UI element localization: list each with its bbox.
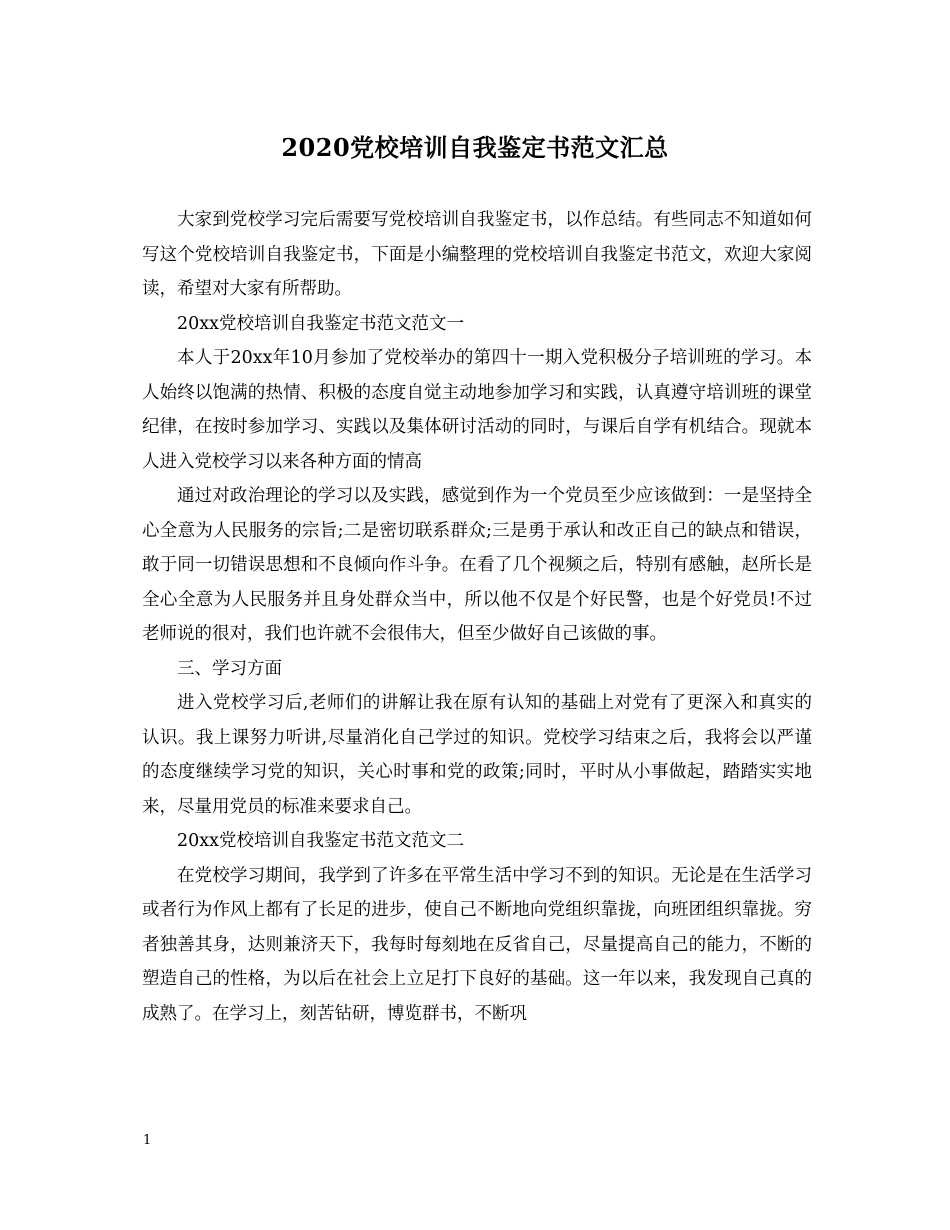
- section-heading-sample-one: 20xx党校培训自我鉴定书范文范文一: [177, 313, 465, 334]
- paragraph-political-theory: 通过对政治理论的学习以及实践，感觉到作为一个党员至少应该做到：一是坚持全心全意为人民服务的宗旨;二是密切联系群众;三是勇于承认和改正自己的缺点和错误，敢于同一切错误思想和不良倾向作斗争。在看了几个视频之后，特别有感触，赵所长是全心全意为人民服务并且身处群众当中，所以他不仅是个好民警，也是个好党员!不过老师说的很对，我们也许就不会很伟大，但至少做好自己该做的事。: [142, 486, 812, 644]
- page-number: 1: [143, 1133, 152, 1148]
- paragraph-sample-one-intro: 本人于20xx年10月参加了党校举办的第四十一期入党积极分子培训班的学习。本人始终以饱满的热情、积极的态度自觉主动地参加学习和实践，认真遵守培训班的课堂纪律，在按时参加学习、实践以及集体研讨活动的同时，与课后自学有机结合。现就本人进入党校学习以来各种方面的情高: [142, 348, 812, 472]
- paragraph-sample-two: 在党校学习期间，我学到了许多在平常生活中学习不到的知识。无论是在生活学习或者行为作风上都有了长足的进步，使自己不断地向党组织靠拢，向班团组织靠拢。穷者独善其身，达则兼济天下，我每时每刻地在反省自己，尽量提高自己的能力，不断的塑造自己的性格，为以后在社会上立足打下良好的基础。这一年以来，我发现自己真的成熟了。在学习上，刻苦钻研，博览群书，不断巩: [142, 865, 812, 1024]
- paragraph-intro: 大家到党校学习完后需要写党校培训自我鉴定书，以作总结。有些同志不知道如何写这个党校培训自我鉴定书，下面是小编整理的党校培训自我鉴定书范文，欢迎大家阅读，希望对大家有所帮助。: [142, 210, 812, 299]
- paragraph-study: 进入党校学习后,老师们的讲解让我在原有认知的基础上对党有了更深入和真实的认识。我上课努力听讲,尽量消化自己学过的知识。党校学习结束之后，我将会以严谨的态度继续学习党的知识，关心时事和党的政策;同时，平时从小事做起，踏踏实实地来，尽量用党员的标准来要求自己。: [142, 693, 812, 817]
- section-heading-sample-two: 20xx党校培训自我鉴定书范文范文二: [177, 831, 465, 851]
- document-body: [142, 203, 812, 1031]
- document-title: 2020党校培训自我鉴定书范文汇总: [281, 133, 669, 162]
- section-heading-study: 三、学习方面: [177, 658, 282, 679]
